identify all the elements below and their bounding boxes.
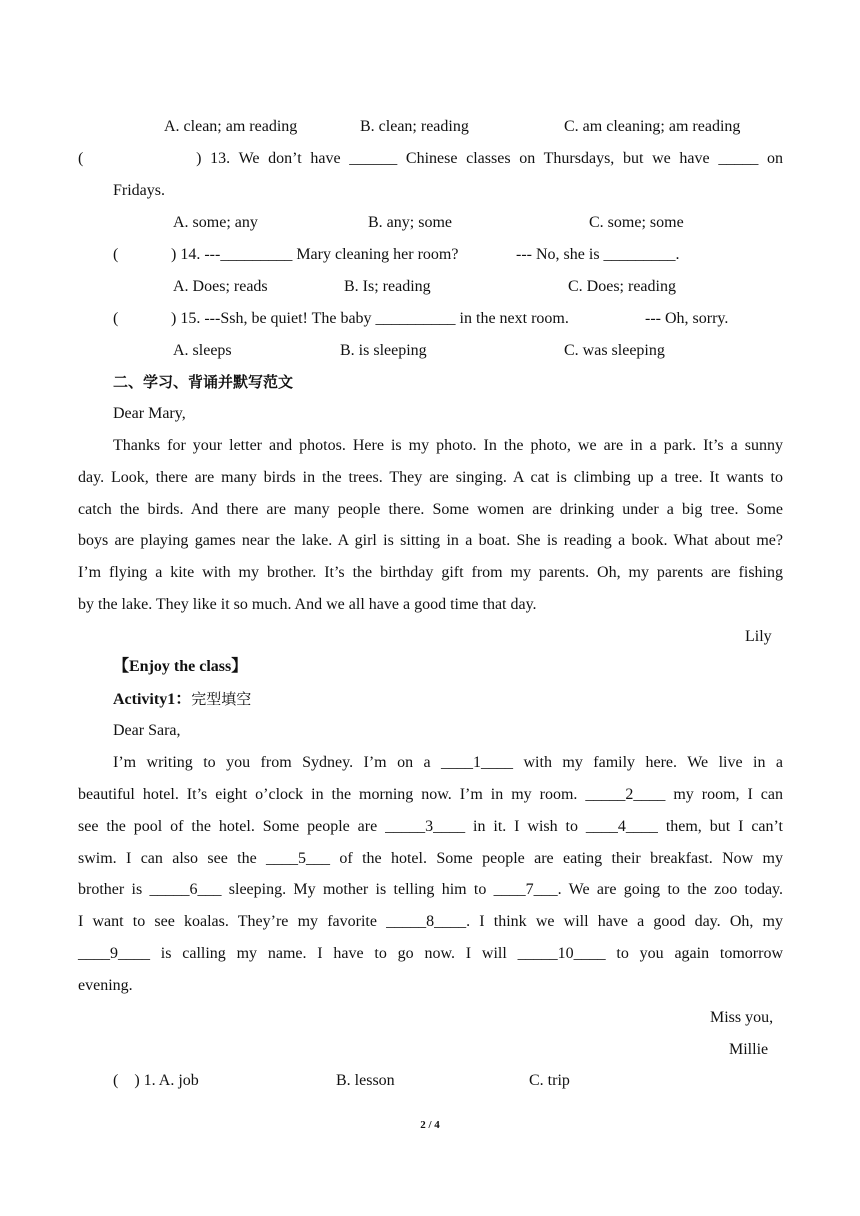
cloze-line: I want to see koalas. They’re my favorite _____8____. I think we will have a good day. Oh, my [78,913,783,930]
letter-line: Thanks for your letter and photos. Here is my photo. In the photo, we are in a park. It’s a sunny [113,437,783,454]
q13-option-c: C. some; some [589,214,684,231]
letter-line: boys are playing games near the lake. A girl is sitting in a boat. She is reading a book. What about me? [78,532,783,549]
q15-stem: ) 15. ---Ssh, be quiet! The baby __________ in the next room. [171,310,569,327]
q14-option-a: A. Does; reads [173,278,268,295]
q13-option-b: B. any; some [368,214,452,231]
cloze-line: brother is _____6___ sleeping. My mother is telling him to ____7___. We are going to the zoo today. [78,881,783,898]
activity-label: Activity1： [113,691,192,708]
cloze-line: swim. I can also see the ____5___ of the hotel. Some people are eating their breakfast. Now my [78,850,783,867]
cloze-signature: Millie [729,1041,769,1058]
cloze-q1-stem: ( ) 1. A. job [113,1072,199,1089]
q15-option-c: C. was sleeping [564,342,665,359]
letter-signature: Lily [745,628,772,645]
q13-stem-continued: Fridays. [113,182,165,199]
q14-option-c: C. Does; reading [568,278,676,295]
cloze-greeting: Dear Sara, [113,722,181,739]
q14-stem: ) 14. ---_________ Mary cleaning her room? [171,246,459,263]
letter-line: catch the birds. And there are many people there. Some women are drinking under a big tree. Some [78,501,783,518]
q14-response: --- No, she is _________. [516,246,680,263]
q14-answer-paren: ( [113,246,119,263]
cloze-line: ____9____ is calling my name. I have to go now. I will _____10____ to you again tomorrow [78,945,783,962]
q15-option-a: A. sleeps [173,342,232,359]
q12-option-a: A. clean; am reading [164,118,298,135]
letter-line: I’m flying a kite with my brother. It’s the birthday gift from my parents. Oh, my parents are fishing [78,564,783,581]
activity-title [113,689,251,710]
letter-greeting: Dear Mary, [113,405,186,422]
q15-answer-paren: ( [113,310,119,327]
q13-option-a: A. some; any [173,214,258,231]
q12-option-c: C. am cleaning; am reading [564,118,741,135]
section-heading: 二、学习、背诵并默写范文 [113,373,294,391]
letter-line: day. Look, there are many birds in the trees. They are singing. A cat is climbing up a tree. It wants to [78,469,783,486]
cloze-q1-option-b: B. lesson [336,1072,395,1089]
enjoy-class-heading: 【Enjoy the class】 [113,658,248,675]
q14-option-b: B. Is; reading [344,278,431,295]
cloze-line: see the pool of the hotel. Some people are _____3____ in it. I wish to ____4____ them, but I can’t [78,818,783,835]
cloze-closing: Miss you, [710,1009,774,1026]
letter-line: by the lake. They like it so much. And we all have a good time that day. [78,596,537,613]
cloze-line: I’m writing to you from Sydney. I’m on a ____1____ with my family here. We live in a [113,754,783,771]
activity-name: 完型填空 [191,690,252,708]
page-number: 2 / 4 [420,1119,440,1131]
cloze-q1-option-c: C. trip [529,1072,570,1089]
q13-stem: ( ) 13. We don’t have ______ Chinese classes on Thursdays, but we have _____ on [78,150,783,167]
cloze-line: beautiful hotel. It’s eight o’clock in the morning now. I’m in my room. _____2____ my room, I can [78,786,783,803]
q15-response: --- Oh, sorry. [645,310,729,327]
q12-option-b: B. clean; reading [360,118,469,135]
cloze-line: evening. [78,977,133,994]
q15-option-b: B. is sleeping [340,342,427,359]
